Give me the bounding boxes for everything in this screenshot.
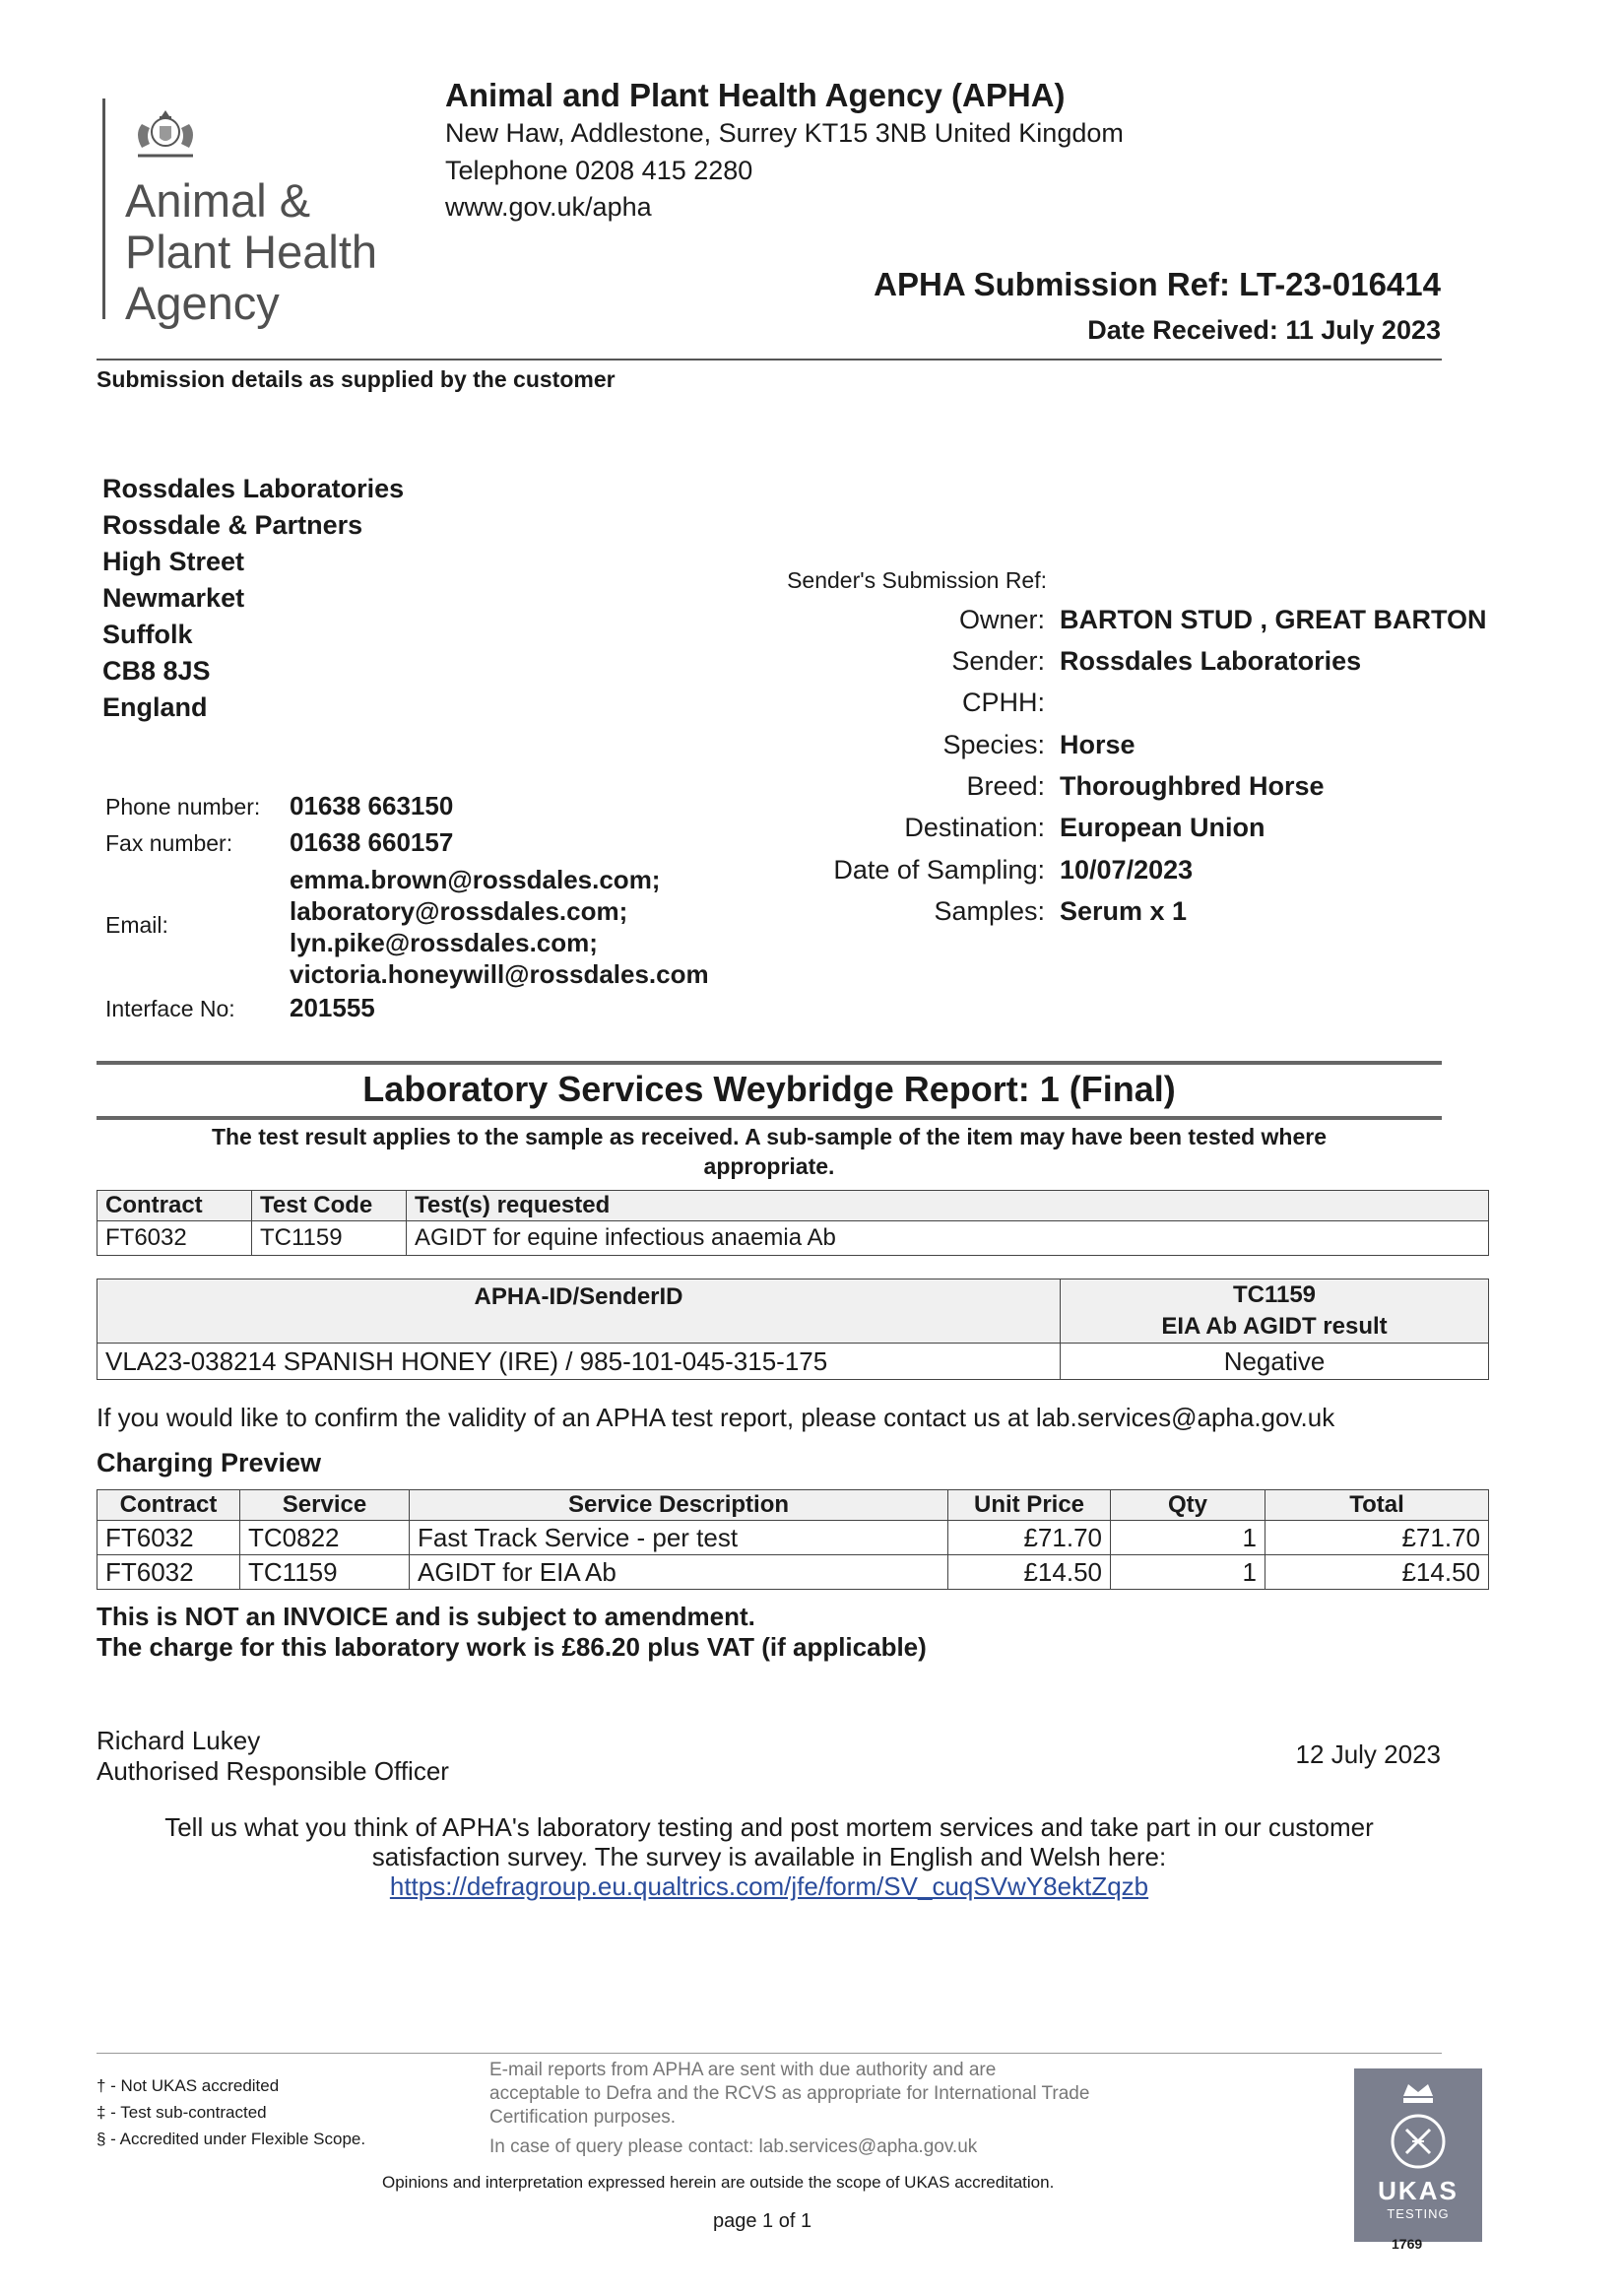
info-label: Samples: xyxy=(934,896,1045,926)
interface-label: Interface No: xyxy=(105,996,235,1021)
phone-value: 01638 663150 xyxy=(290,791,454,820)
charging-title: Charging Preview xyxy=(97,1448,322,1477)
email-item[interactable]: emma.brown@rossdales.com; xyxy=(290,865,661,894)
table-header: APHA-ID/SenderID xyxy=(97,1279,1061,1344)
email-label: Email: xyxy=(105,912,168,938)
description-cell: Fast Track Service - per test xyxy=(410,1521,948,1555)
ukas-logo xyxy=(1354,2068,1482,2242)
sampling-date-value: 10/07/2023 xyxy=(1060,855,1194,885)
table-header: Qty xyxy=(1111,1490,1265,1521)
test-code-cell: TC1159 xyxy=(252,1221,407,1256)
report-divider-bottom xyxy=(97,1116,1442,1120)
signature-block xyxy=(97,1726,449,1787)
phone-label: Phone number: xyxy=(105,794,261,820)
table-header: Total xyxy=(1265,1490,1489,1521)
table-row xyxy=(97,1555,1489,1590)
info-label: Owner: xyxy=(958,605,1045,634)
interface-value: 201555 xyxy=(290,993,375,1022)
service-cell: TC0822 xyxy=(240,1521,410,1555)
table-row xyxy=(97,1344,1489,1380)
signature-date: 12 July 2023 xyxy=(1295,1739,1441,1769)
not-invoice-text: This is NOT an INVOICE and is subject to amendment. xyxy=(97,1602,755,1631)
table-header: Service xyxy=(240,1490,410,1521)
species-value: Horse xyxy=(1060,730,1135,759)
logo-line: Agency xyxy=(125,277,280,329)
table-header: Contract xyxy=(97,1191,252,1221)
samples-value: Serum x 1 xyxy=(1060,896,1188,926)
unit-price-cell: £71.70 xyxy=(948,1521,1111,1555)
submission-ref: APHA Submission Ref: LT-23-016414 xyxy=(874,266,1441,302)
contract-cell: FT6032 xyxy=(97,1555,240,1590)
legend-item: ‡ - Test sub-contracted xyxy=(97,2103,267,2122)
confirm-text: If you would like to confirm the validity of an APHA test report, please contact us at lab.services@apha.gov.uk xyxy=(97,1403,1335,1432)
address-line: High Street xyxy=(102,547,245,576)
info-label: Date of Sampling: xyxy=(833,855,1045,885)
address-line: England xyxy=(102,692,208,722)
org-name: Animal and Plant Health Agency (APHA) xyxy=(445,77,1066,113)
info-label: CPHH: xyxy=(961,688,1045,717)
qty-cell: 1 xyxy=(1111,1521,1265,1555)
charging-table xyxy=(97,1489,1489,1590)
footer-legend xyxy=(97,2072,365,2152)
address-line: Newmarket xyxy=(102,583,245,613)
header-divider xyxy=(97,359,1442,361)
table-header: Test(s) requested xyxy=(407,1191,1489,1221)
owner-value: BARTON STUD , GREAT BARTON xyxy=(1060,605,1487,634)
qty-cell: 1 xyxy=(1111,1555,1265,1590)
survey-text xyxy=(118,1812,1420,1901)
result-cell: Negative xyxy=(1061,1344,1489,1380)
info-label: Sender's Submission Ref: xyxy=(787,567,1047,593)
ukas-sub: TESTING xyxy=(1387,2206,1450,2221)
table-header: TC1159 xyxy=(1061,1279,1489,1312)
total-cell: £71.70 xyxy=(1265,1521,1489,1555)
submission-heading: Submission details as supplied by the customer xyxy=(97,366,616,392)
signatory-name: Richard Lukey xyxy=(97,1726,261,1755)
query-contact: In case of query please contact: lab.services@apha.gov.uk xyxy=(489,2136,978,2157)
date-received: Date Received: 11 July 2023 xyxy=(1087,315,1441,345)
logo-line: Plant Health xyxy=(125,226,378,278)
survey-line: Tell us what you think of APHA's laboratory testing and post mortem services and take part in our customer xyxy=(164,1812,1374,1842)
signatory-role: Authorised Responsible Officer xyxy=(97,1756,449,1786)
footer-email-note xyxy=(489,2059,1238,2159)
contract-cell: FT6032 xyxy=(97,1521,240,1555)
unit-price-cell: £14.50 xyxy=(948,1555,1111,1590)
address-line: Rossdales Laboratories xyxy=(102,474,405,503)
logo-text xyxy=(125,175,377,329)
page-number: page 1 of 1 xyxy=(713,2210,812,2232)
opinion-note: Opinions and interpretation expressed herein are outside the scope of UKAS accreditation. xyxy=(382,2173,1055,2192)
org-website[interactable]: www.gov.uk/apha xyxy=(445,192,652,222)
report-divider-top xyxy=(97,1061,1442,1065)
sample-id-cell: VLA23-038214 SPANISH HONEY (IRE) / 985-101-045-315-175 xyxy=(97,1344,1061,1380)
address-line: Suffolk xyxy=(102,620,193,649)
email-note-line: E-mail reports from APHA are sent with due authority and are xyxy=(489,2060,997,2080)
info-label: Breed: xyxy=(966,771,1045,801)
total-cell: £14.50 xyxy=(1265,1555,1489,1590)
email-item[interactable]: laboratory@rossdales.com; xyxy=(290,896,628,926)
legend-item: † - Not UKAS accredited xyxy=(97,2076,280,2095)
table-row xyxy=(97,1521,1489,1555)
invoice-note xyxy=(97,1602,927,1663)
logo-line: Animal & xyxy=(125,174,311,227)
email-note-line: acceptable to Defra and the RCVS as appropriate for International Trade xyxy=(489,2083,1090,2104)
service-cell: TC1159 xyxy=(240,1555,410,1590)
royal-coat-of-arms-icon xyxy=(126,102,205,167)
destination-value: European Union xyxy=(1060,813,1265,842)
sender-value: Rossdales Laboratories xyxy=(1060,646,1362,676)
footer-divider xyxy=(97,2053,1442,2054)
crown-icon xyxy=(1354,2068,1482,2177)
legend-item: § - Accredited under Flexible Scope. xyxy=(97,2130,366,2148)
table-row xyxy=(97,1221,1489,1256)
description-cell: AGIDT for EIA Ab xyxy=(410,1555,948,1590)
fax-label: Fax number: xyxy=(105,830,233,856)
info-label: Sender: xyxy=(951,646,1045,676)
org-address: New Haw, Addlestone, Surrey KT15 3NB United Kingdom xyxy=(445,118,1124,148)
table-header: Contract xyxy=(97,1490,240,1521)
tests-table xyxy=(97,1190,1489,1256)
ukas-number: 1769 xyxy=(1392,2236,1423,2252)
breed-value: Thoroughbred Horse xyxy=(1060,771,1325,801)
test-requested-cell: AGIDT for equine infectious anaemia Ab xyxy=(407,1221,1489,1256)
email-item[interactable]: victoria.honeywill@rossdales.com xyxy=(290,959,709,989)
table-header: Service Description xyxy=(410,1490,948,1521)
report-note: The test result applies to the sample as received. A sub-sample of the item may have been tested where appropriate. xyxy=(211,1124,1328,1179)
info-label: Destination: xyxy=(904,813,1045,842)
org-telephone: Telephone 0208 415 2280 xyxy=(445,156,753,185)
email-item[interactable]: lyn.pike@rossdales.com; xyxy=(290,928,598,957)
charge-text: The charge for this laboratory work is £86.20 plus VAT (if applicable) xyxy=(97,1632,927,1662)
email-list xyxy=(290,864,709,990)
ukas-label: UKAS xyxy=(1378,2176,1459,2205)
contract-cell: FT6032 xyxy=(97,1221,252,1256)
address-line: CB8 8JS xyxy=(102,656,211,686)
email-note-line: Certification purposes. xyxy=(489,2107,677,2128)
table-header: EIA Ab AGIDT result xyxy=(1061,1311,1489,1344)
table-header: Unit Price xyxy=(948,1490,1111,1521)
table-header: Test Code xyxy=(252,1191,407,1221)
survey-line: satisfaction survey. The survey is available in English and Welsh here: xyxy=(371,1842,1167,1871)
info-label: Species: xyxy=(942,730,1045,759)
customer-address xyxy=(102,471,404,726)
report-title: Laboratory Services Weybridge Report: 1 (Final) xyxy=(362,1069,1176,1109)
logo-divider xyxy=(102,98,105,319)
results-table xyxy=(97,1279,1489,1380)
survey-link[interactable]: https://defragroup.eu.qualtrics.com/jfe/form/SV_cuqSVwY8ektZqzb xyxy=(389,1871,1149,1901)
fax-value: 01638 660157 xyxy=(290,827,454,857)
address-line: Rossdale & Partners xyxy=(102,510,363,540)
